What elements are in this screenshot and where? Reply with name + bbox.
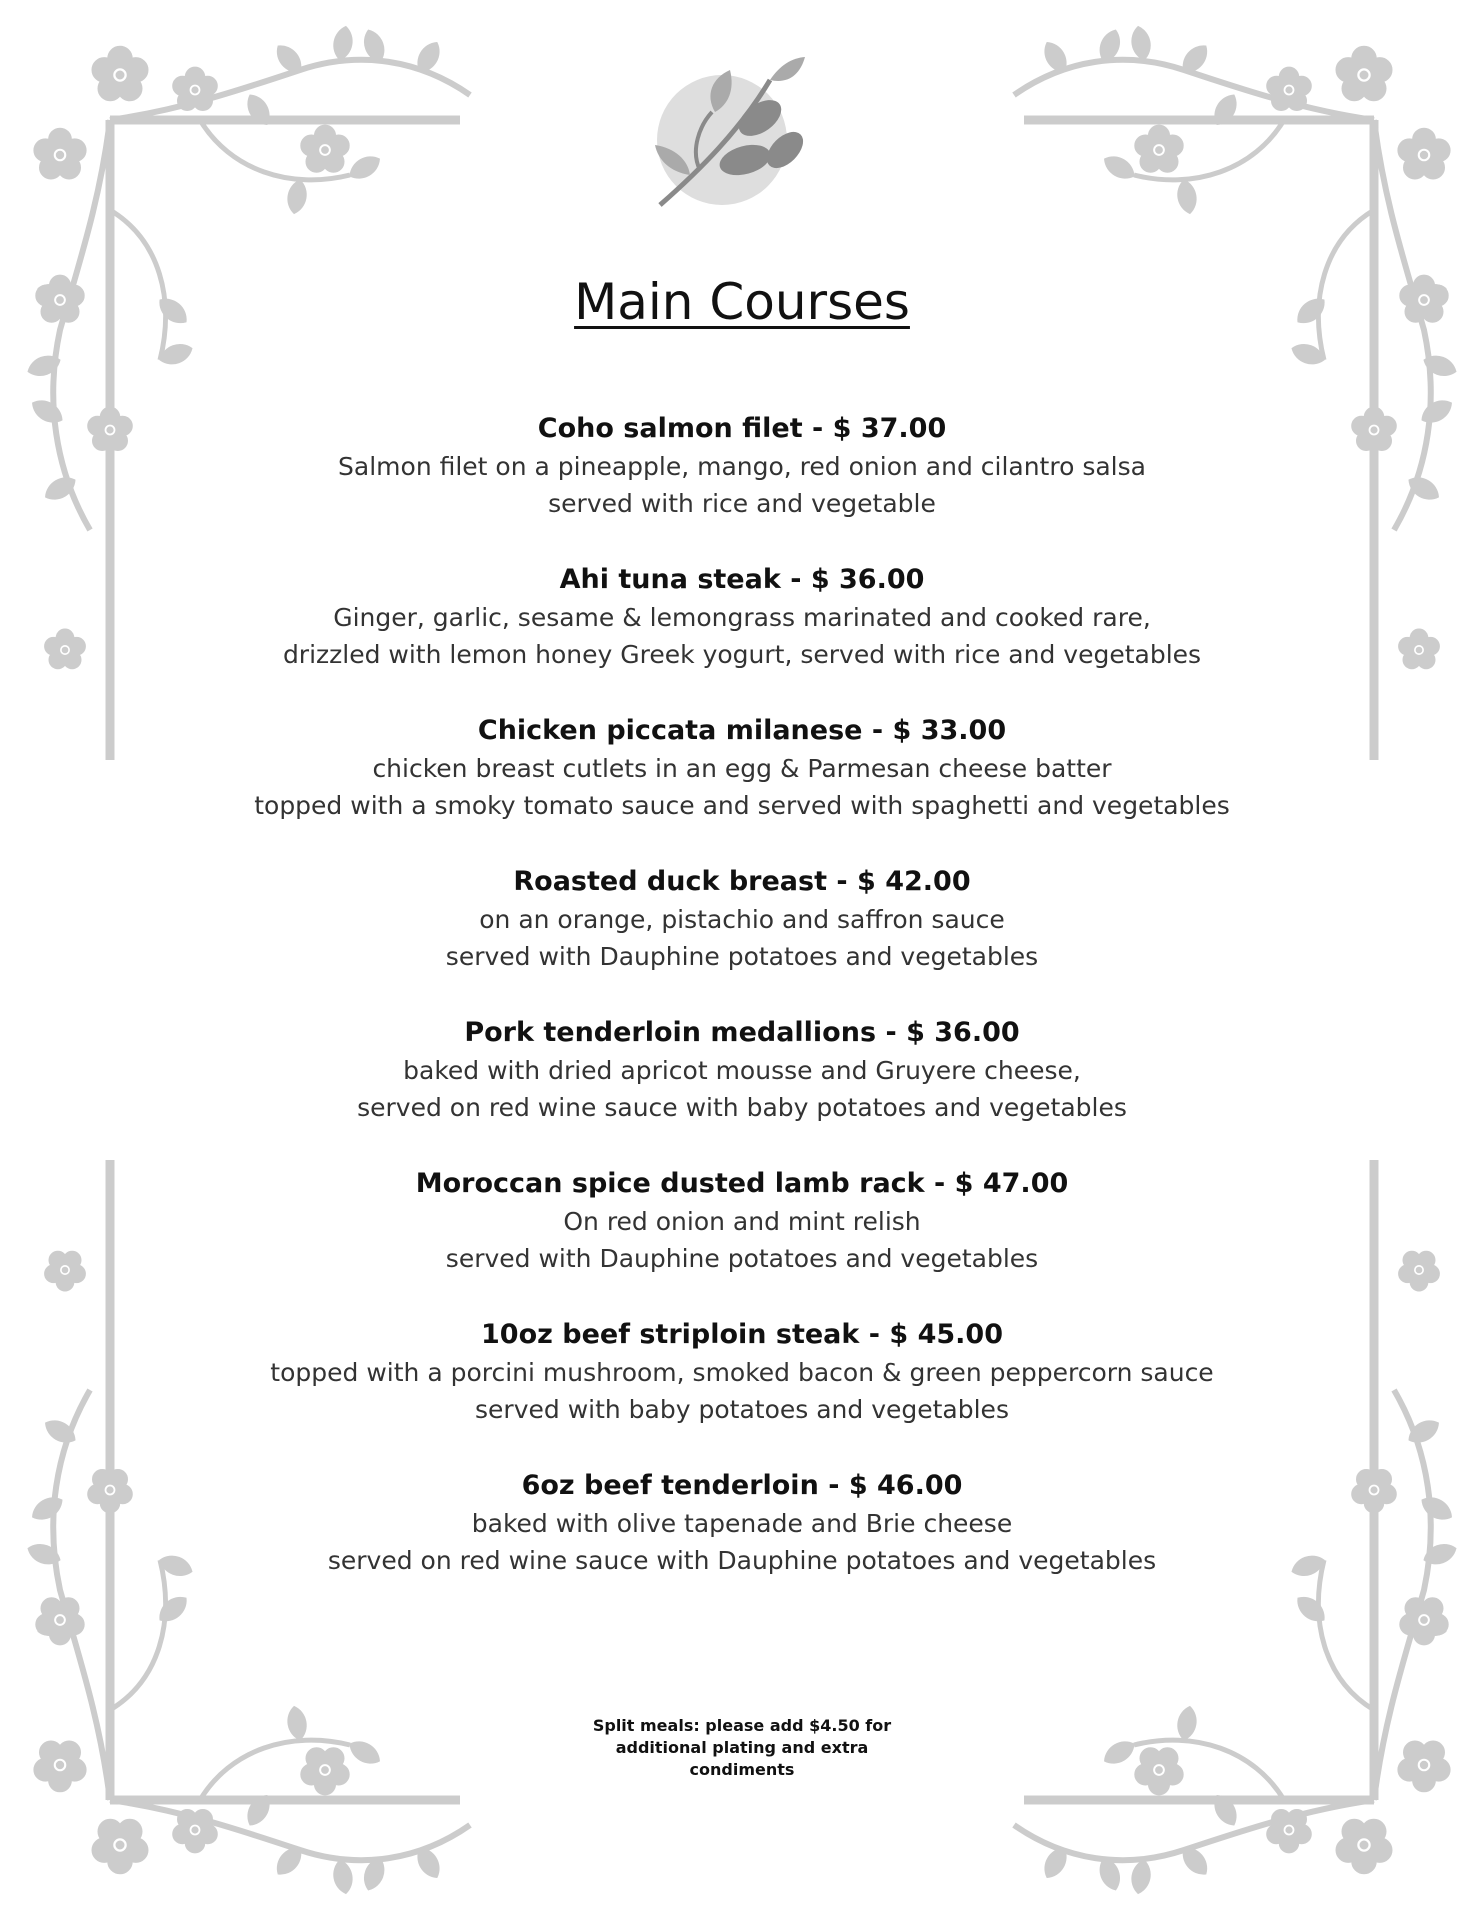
menu-item: [220, 1014, 1264, 1165]
menu-item-description-line: served with Dauphine potatoes and vegetables: [445, 942, 1039, 971]
menu-item-name: Coho salmon filet: [537, 413, 803, 444]
olive-branch-logo: [655, 57, 810, 205]
menu-item-description-line: baked with olive tapenade and Brie cheese: [471, 1509, 1013, 1538]
price-separator: -: [836, 866, 848, 897]
menu-item-header: [220, 1316, 1264, 1354]
price-separator: -: [828, 1470, 840, 1501]
menu-item-price: $ 37.00: [832, 413, 947, 444]
menu-list: [220, 410, 1264, 1618]
menu-item-description-line: topped with a porcini mushroom, smoked bacon & green peppercorn sauce: [270, 1358, 1214, 1387]
menu-item-header: [220, 1467, 1264, 1505]
price-separator: -: [868, 1319, 880, 1350]
menu-item-header: [220, 561, 1264, 599]
menu-item-description-line: Ginger, garlic, sesame & lemongrass marinated and cooked rare,: [333, 603, 1151, 632]
menu-item-name: 6oz beef tenderloin: [521, 1470, 819, 1501]
menu-item-price: $ 45.00: [889, 1319, 1003, 1350]
price-separator: -: [885, 1017, 897, 1048]
menu-item: [220, 561, 1264, 712]
split-meal-note-line: additional plating and extra: [615, 1738, 869, 1757]
menu-item-price: $ 36.00: [906, 1017, 1020, 1048]
menu-item-description-line: served on red wine sauce with baby potatoes and vegetables: [357, 1093, 1127, 1122]
menu-item-name: Chicken piccata milanese: [477, 715, 863, 746]
menu-item-price: $ 36.00: [810, 564, 925, 595]
menu-item-name: 10oz beef striploin steak: [481, 1319, 860, 1350]
menu-item-description-line: served with rice and vegetable: [548, 489, 936, 518]
menu-item-description-line: drizzled with lemon honey Greek yogurt, served with rice and vegetables: [282, 640, 1202, 669]
split-meal-note-line: condiments: [689, 1760, 795, 1779]
menu-item-description-line: topped with a smoky tomato sauce and served with spaghetti and vegetables: [254, 791, 1230, 820]
menu-item-name: Pork tenderloin medallions: [464, 1017, 877, 1048]
menu-item-description-line: Salmon filet on a pineapple, mango, red onion and cilantro salsa: [338, 452, 1146, 481]
menu-item-price: $ 42.00: [857, 866, 971, 897]
price-separator: -: [934, 1168, 946, 1199]
menu-item-description-line: on an orange, pistachio and saffron sauce: [479, 905, 1005, 934]
menu-item: [220, 712, 1264, 863]
menu-item-header: [220, 712, 1264, 750]
menu-item-description-line: baked with dried apricot mousse and Gruyere cheese,: [403, 1056, 1081, 1085]
menu-item-header: [220, 863, 1264, 901]
menu-item-price: $ 33.00: [892, 715, 1007, 746]
split-meal-note-line: Split meals: please add $4.50 for: [592, 1716, 892, 1735]
menu-item-header: [220, 1165, 1264, 1203]
price-separator: -: [812, 413, 824, 444]
page-title: Main Courses: [574, 273, 910, 331]
menu-item-name: Roasted duck breast: [513, 866, 827, 897]
menu-item-description-line: served with Dauphine potatoes and vegetables: [445, 1244, 1039, 1273]
menu-item-description-line: served with baby potatoes and vegetables: [475, 1395, 1009, 1424]
menu-item-name: Moroccan spice dusted lamb rack: [415, 1168, 925, 1199]
menu-item-description-line: On red onion and mint relish: [563, 1207, 921, 1236]
menu-item: [220, 1467, 1264, 1618]
menu-item: [220, 1165, 1264, 1316]
menu-item-name: Ahi tuna steak: [559, 564, 781, 595]
menu-item-price: $ 46.00: [848, 1470, 963, 1501]
menu-item-description-line: chicken breast cutlets in an egg & Parmesan cheese batter: [372, 754, 1112, 783]
menu-item-price: $ 47.00: [954, 1168, 1069, 1199]
split-meal-note: [562, 1715, 922, 1781]
menu-item: [220, 410, 1264, 561]
menu-item-description-line: served on red wine sauce with Dauphine potatoes and vegetables: [327, 1546, 1157, 1575]
menu-item: [220, 1316, 1264, 1467]
price-separator: -: [871, 715, 884, 746]
menu-item-header: [220, 410, 1264, 448]
menu-item-header: [220, 1014, 1264, 1052]
price-separator: -: [790, 564, 802, 595]
menu-item: [220, 863, 1264, 1014]
